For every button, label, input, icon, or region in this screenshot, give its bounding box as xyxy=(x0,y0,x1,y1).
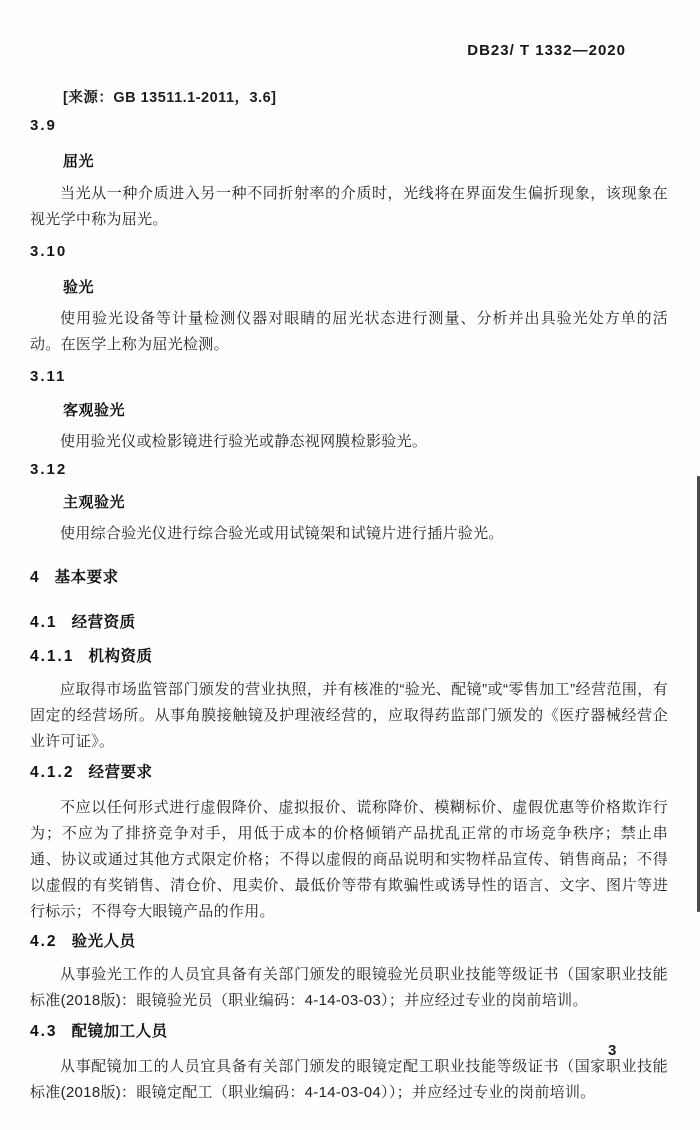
clause-number-3-9: 3.9 xyxy=(30,117,57,134)
section-heading-4-2 xyxy=(30,929,668,955)
term-definition-3-9: 当光从一种介质进入另一种不同折射率的介质时，光线将在界面发生偏折现象，该现象在视光学中称为屈光。 xyxy=(30,185,668,228)
term-title-3-9: 屈光 xyxy=(63,153,95,170)
section-title-4-1-2: 经营要求 xyxy=(88,764,153,781)
term-title-3-10: 验光 xyxy=(63,279,95,296)
section-number-4-1-1: 4.1.1 xyxy=(30,648,75,665)
section-paragraph-4-2: 从事验光工作的人员宜具备有关部门颁发的眼镜验光员职业技能等级证书（国家职业技能标准(2018版)：眼镜验光员（职业编码：4-14-03-03）；并应经过专业的岗前培训。 xyxy=(30,966,668,1009)
section-number-4-1: 4.1 xyxy=(30,614,58,631)
section-paragraph-4-3: 从事配镜加工的人员宜具备有关部门颁发的眼镜定配工职业技能等级证书（国家职业技能标准(2018版)：眼镜定配工（职业编码：4-14-03-04））；并应经过专业的岗前培训。 xyxy=(30,1058,668,1101)
clause-number-3-10: 3.10 xyxy=(30,243,68,260)
clause-number-3-11: 3.11 xyxy=(30,368,67,385)
term-title-3-11: 客观验光 xyxy=(63,402,126,419)
page-content xyxy=(0,38,700,1130)
section-number-4-3: 4.3 xyxy=(30,1023,58,1040)
page-number: 3 xyxy=(608,1042,617,1059)
section-heading-4-1 xyxy=(30,610,668,636)
section-title-4-3: 配镜加工人员 xyxy=(71,1023,168,1040)
section-paragraph-4-1-2: 不应以任何形式进行虚假降价、虚拟报价、谎称降价、模糊标价、虚假优惠等价格欺诈行为；不应为了排挤竞争对手，用低于成本的价格倾销产品扰乱正常的市场竞争秩序；禁止串通、协议或通过其他方式限定价格；不得以虚假的商品说明和实物样品宣传、销售商品；不得以虚假的有奖销售、清仓价、甩卖价、最低价等带有欺骗性或诱导性的语言、文字、图片等进行标示；不得夸大眼镜产品的作用。 xyxy=(30,799,668,920)
section-title-4-1-1: 机构资质 xyxy=(88,648,153,665)
section-number-4-1-2: 4.1.2 xyxy=(30,764,75,781)
section-title-4-1: 经营资质 xyxy=(71,614,136,631)
term-title-3-12: 主观验光 xyxy=(63,494,126,511)
section-heading-4-3 xyxy=(30,1019,668,1045)
section-heading-4-1-2 xyxy=(30,760,668,786)
term-definition-3-11: 使用验光仪或检影镜进行验光或静态视网膜检影验光。 xyxy=(60,433,428,450)
source-note: [来源：GB 13511.1-2011，3.6] xyxy=(63,90,277,106)
section-heading-4-1-1 xyxy=(30,644,668,670)
term-definition-3-12: 使用综合验光仪进行综合验光或用试镜架和试镜片进行插片验光。 xyxy=(60,525,504,542)
standard-number-header: DB23/ T 1332—2020 xyxy=(467,42,626,59)
section-title-4-2: 验光人员 xyxy=(71,933,136,950)
chapter-title: 基本要求 xyxy=(54,569,119,586)
section-number-4-2: 4.2 xyxy=(30,933,58,950)
term-definition-3-10: 使用验光设备等计量检测仪器对眼睛的屈光状态进行测量、分析并出具验光处方单的活动。在医学上称为屈光检测。 xyxy=(30,310,668,353)
clause-number-3-12: 3.12 xyxy=(30,461,68,478)
section-paragraph-4-1-1: 应取得市场监管部门颁发的营业执照，并有核准的“验光、配镜”或“零售加工”经营范围，有固定的经营场所。从事角膜接触镜及护理液经营的，应取得药监部门颁发的《医疗器械经营企业许可证》。 xyxy=(30,681,668,750)
chapter-number: 4 xyxy=(30,569,41,586)
chapter-heading xyxy=(30,565,668,591)
